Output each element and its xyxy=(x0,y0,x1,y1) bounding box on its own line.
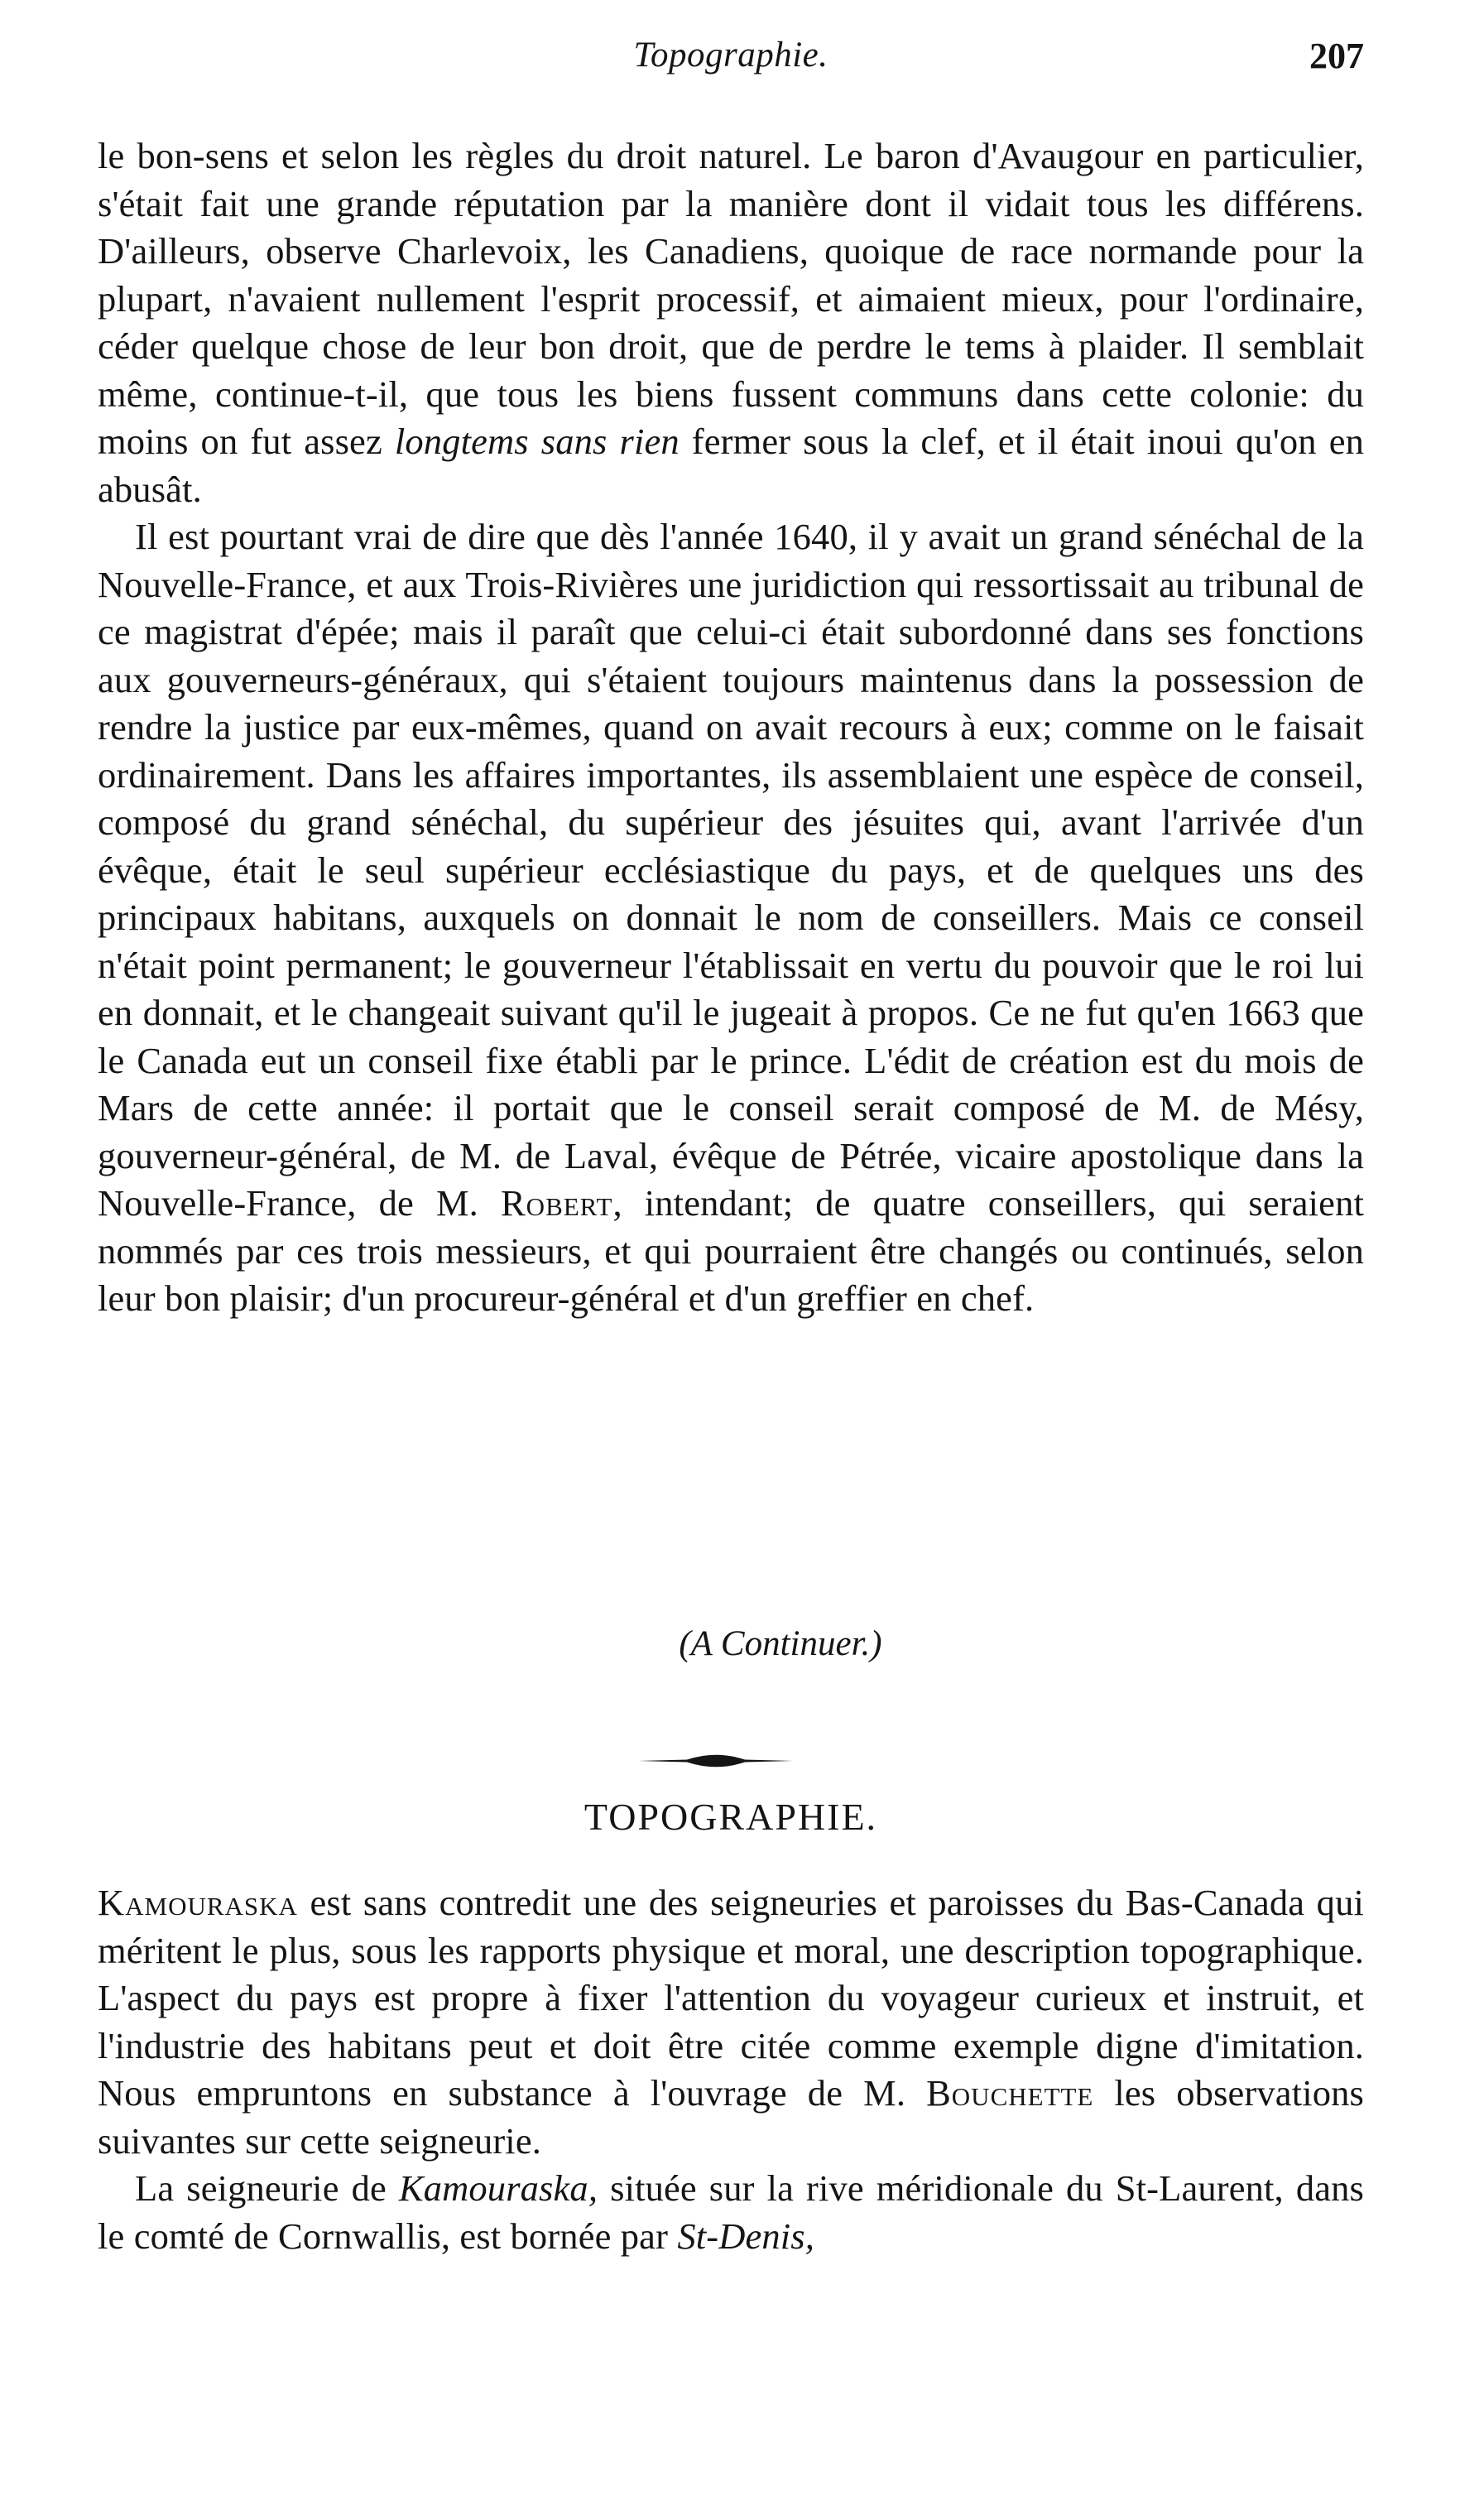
small-caps-name: Kamouraska xyxy=(98,1882,298,1923)
text-run: est sans contredit une des seigneuries et paroisses du Bas-Canada qui méritent le plus, sous les rapports physique et moral, une description topographique. L'aspect du pays est propre à fixer l'attention du voyageur curieux et instruit, et l'industrie des habitans peut et doit être citée comme exemple digne d'imitation. Nous empruntons en substance à l'ouvrage de M. xyxy=(98,1882,1364,2114)
text-run: Il est pourtant vrai de dire que dès l'année 1640, il y avait un grand sénéchal de la Nouvelle-France, et aux Trois-Rivières une juridiction qui ressortissait au tribunal de ce magistrat d'épée; mais il paraît que celui-ci était subordonné dans ses fonctions aux gouverneurs-généraux, qui s'étaient toujours maintenus dans la possession de rendre la justice par eux-mêmes, quand on avait recours à eux; comme on le faisait ordinairement. Dans les affaires importantes, ils assemblaient une espèce de conseil, composé du grand sénéchal, du supérieur des jésuites qui, avant l'arrivée d'un évêque, était le seul supérieur ecclésiastique du pays, et de quelques uns des principaux habitans, auxquels on donnait le nom de conseillers. Mais ce conseil n'était point permanent; le gouverneur l'établissait en vertu du pouvoir que le roi lui en donnait, et le changeait suivant qu'il le jugeait à propos. Ce ne fut qu'en 1663 que le Canada eut un conseil fixe établi par le prince. L'édit de création est du mois de Mars de cette année: il portait que le conseil serait composé de M. de Mésy, gouverneur-général, de M. de Laval, évêque de Pétrée, vicaire apostolique dans la Nouvelle-France, de M. xyxy=(98,516,1364,1224)
italic-text-run: longtems sans rien xyxy=(394,421,680,462)
paragraph xyxy=(98,2165,1364,2260)
paragraph xyxy=(98,1879,1364,2165)
small-caps-name: Robert xyxy=(501,1182,613,1224)
continuation-note: (A Continuer.) xyxy=(679,1624,882,1663)
running-head xyxy=(98,35,1364,93)
paragraph xyxy=(98,132,1364,513)
text-run: La seigneurie de xyxy=(135,2167,399,2209)
ornament-icon xyxy=(637,1748,795,1773)
text-run: , intendant; de quatre conseillers, qui seraient nommés par ces trois messieurs, et qui pourraient être changés ou continués, selon leur bon plaisir; d'un procureur-général et d'un greffier en chef. xyxy=(98,1182,1364,1319)
small-caps-name: Bouchette xyxy=(926,2072,1094,2114)
paragraph xyxy=(98,513,1364,1323)
article-continued-text xyxy=(98,132,1364,1323)
article-topographie-text xyxy=(98,1879,1364,2260)
text-run: située sur la rive méridionale du St-Laurent, dans le comté de Cornwallis, est bornée par xyxy=(98,2167,1364,2257)
text-run: fermer sous la clef, et il était inoui qu'on en abusât. xyxy=(98,421,1365,510)
text-run: les observations suivantes sur cette seigneurie. xyxy=(98,2072,1364,2162)
running-title: Topographie. xyxy=(633,36,828,75)
section-heading: TOPOGRAPHIE. xyxy=(584,1796,878,1838)
page-number: 207 xyxy=(1309,36,1364,76)
text-run: le bon-sens et selon les règles du droit naturel. Le baron d'Avaugour en particulier, s'était fait une grande réputation par la manière dont il vidait tous les différens. D'ailleurs, observe Charlevoix, les Canadiens, quoique de race normande pour la plupart, n'avaient nullement l'esprit processif, et aimaient mieux, pour l'ordinaire, céder quelque chose de leur bon droit, que de perdre le tems à plaider. Il semblait même, continue-t-il, que tous les biens fussent communs dans cette colonie: du moins on fut assez xyxy=(98,135,1364,462)
italic-text-run: Kamouraska, xyxy=(398,2167,598,2209)
italic-text-run: St-Denis, xyxy=(677,2215,815,2257)
